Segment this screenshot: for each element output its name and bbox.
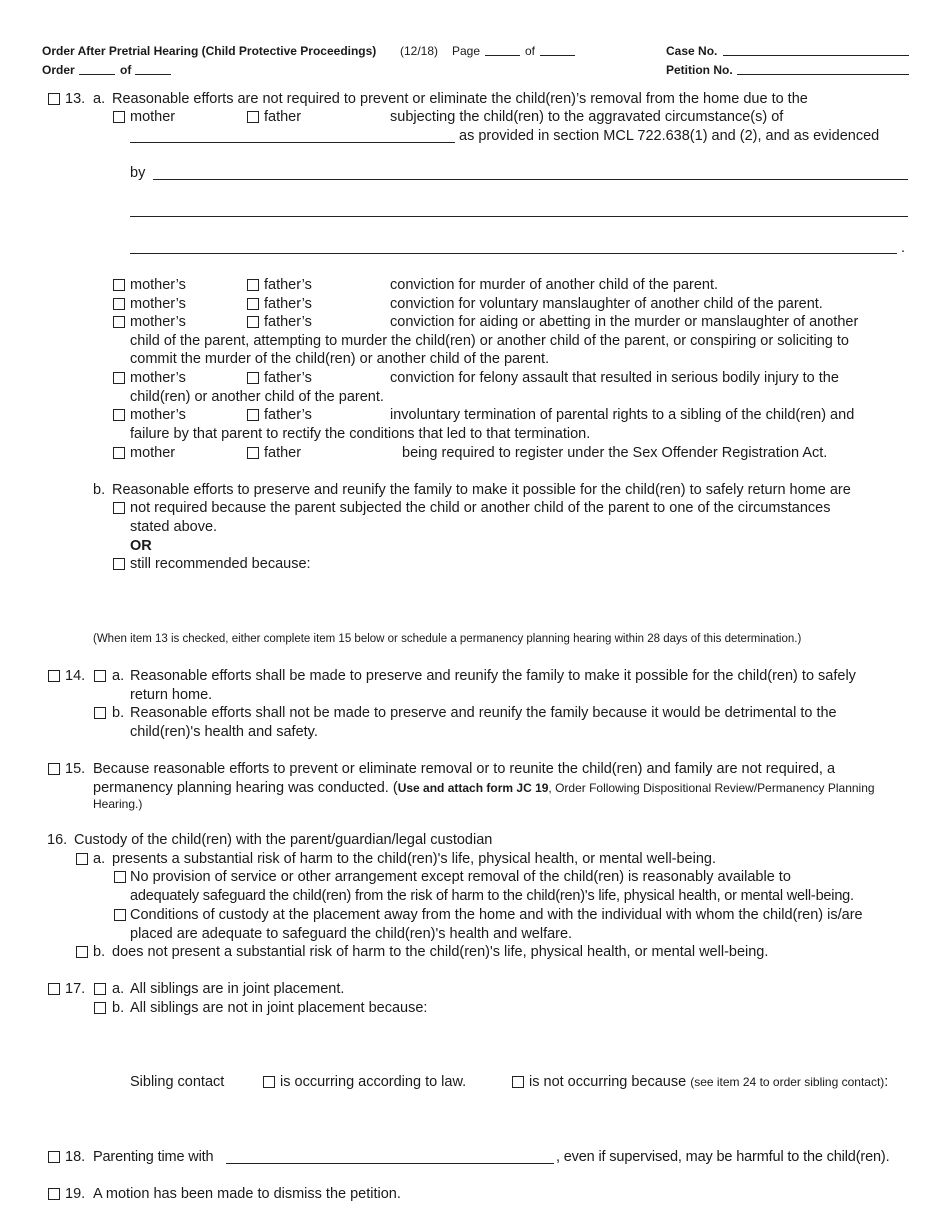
aggravated-circumstance-field[interactable]	[130, 142, 455, 143]
not-occurring-colon: :	[884, 1074, 889, 1090]
aiding-conviction-text-1: conviction for aiding or abetting in the murder or manslaughter of another	[390, 314, 859, 330]
felony-father-checkbox[interactable]	[247, 372, 259, 384]
item13b-label: b.	[93, 482, 106, 498]
termination-father-checkbox[interactable]	[247, 409, 259, 421]
item14b-text-2: child(ren)'s health and safety.	[130, 724, 318, 740]
termination-text-2: failure by that parent to rectify the conditions that led to that termination.	[130, 426, 591, 442]
item14b-text-1: Reasonable efforts shall not be made to preserve and reunify the family because it would be detrimental to the	[130, 705, 837, 721]
item18-checkbox[interactable]	[48, 1151, 60, 1163]
page-of-label: of	[525, 44, 536, 58]
item13a-mother-label: mother	[130, 109, 176, 125]
item16-title: Custody of the child(ren) with the parent/guardian/legal custodian	[74, 832, 493, 848]
register-mother-label: mother	[130, 445, 176, 461]
murder-father-label: father’s	[264, 277, 312, 293]
manslaughter-father-label: father’s	[264, 296, 312, 312]
manslaughter-conviction-text: conviction for voluntary manslaughter of another child of the parent.	[390, 296, 823, 312]
sibling-not-occurring-text	[529, 1074, 888, 1090]
aiding-conviction-text-2: child of the parent, attempting to murder the child(ren) or another child of the parent, or conspiring or soliciting to	[130, 333, 849, 349]
form-revision: (12/18)	[400, 44, 439, 58]
sibling-not-occurring-checkbox[interactable]	[512, 1076, 524, 1088]
termination-text-1: involuntary termination of parental rights to a sibling of the child(ren) and	[390, 407, 855, 423]
not-required-text-1: not required because the parent subjected the child or another child of the parent to one of the circumstances	[130, 500, 831, 516]
or-label: OR	[130, 538, 152, 554]
felony-conviction-text-1: conviction for felony assault that resulted in serious bodily injury to the	[390, 370, 839, 386]
item17b-text: All siblings are not in joint placement because:	[130, 1000, 428, 1016]
item14a-label: a.	[112, 668, 125, 684]
item14-checkbox[interactable]	[48, 670, 60, 682]
form-jc19-name-2: Hearing.)	[93, 797, 143, 811]
item16b-text: does not present a substantial risk of harm to the child(ren)'s life, physical health, or mental well-being.	[112, 944, 769, 960]
item13-checkbox[interactable]	[48, 93, 60, 105]
no-provision-text-2: adequately safeguard the child(ren) from the risk of harm to the child(ren)'s life, physical health, or mental well-being.	[130, 888, 854, 904]
sibling-contact-label: Sibling contact	[130, 1074, 225, 1090]
termination-mother-checkbox[interactable]	[113, 409, 125, 421]
item13a-label: a.	[93, 91, 106, 107]
item18-number: 18.	[65, 1149, 86, 1165]
item16-number: 16.	[47, 832, 68, 848]
item16b-checkbox[interactable]	[76, 946, 88, 958]
item13a-by-label: by	[130, 165, 146, 181]
form-title: Order After Pretrial Hearing (Child Protective Proceedings)	[42, 44, 377, 58]
register-father-label: father	[264, 445, 302, 461]
item17-checkbox[interactable]	[48, 983, 60, 995]
item15-text-1: Because reasonable efforts to prevent or eliminate removal or to reunite the child(ren) and family are not required, a	[93, 761, 836, 777]
not-required-text-2: stated above.	[130, 519, 218, 535]
item14a-checkbox[interactable]	[94, 670, 106, 682]
see-item-24-note: (see item 24 to order sibling contact)	[690, 1075, 885, 1089]
felony-father-label: father’s	[264, 370, 312, 386]
use-attach-instruction: Use and attach form JC 19	[397, 781, 549, 795]
order-label: Order	[42, 63, 75, 77]
item17a-checkbox[interactable]	[94, 983, 106, 995]
page-label: Page	[452, 44, 481, 58]
sibling-occurring-checkbox[interactable]	[263, 1076, 275, 1088]
parenting-time-field[interactable]	[226, 1163, 554, 1164]
item15-text-2	[93, 780, 875, 796]
register-father-checkbox[interactable]	[247, 447, 259, 459]
termination-father-label: father’s	[264, 407, 312, 423]
item19-checkbox[interactable]	[48, 1188, 60, 1200]
item13a-father-checkbox[interactable]	[247, 111, 259, 123]
aiding-mother-label: mother’s	[130, 314, 186, 330]
item17-number: 17.	[65, 981, 86, 997]
petition-no-field[interactable]	[737, 74, 909, 75]
item18-text-2: , even if supervised, may be harmful to the child(ren).	[556, 1149, 890, 1165]
register-text: being required to register under the Sex Offender Registration Act.	[402, 445, 828, 461]
item13a-text: Reasonable efforts are not required to prevent or eliminate the child(ren)’s removal from the home due to the	[112, 91, 808, 107]
conditions-text-1: Conditions of custody at the placement away from the home and with the individual with whom the child(ren) is/are	[130, 907, 863, 923]
aiding-mother-checkbox[interactable]	[113, 316, 125, 328]
felony-conviction-text-2: child(ren) or another child of the parent.	[130, 389, 384, 405]
item16b-label: b.	[93, 944, 106, 960]
no-provision-text-1: No provision of service or other arrangement except removal of the child(ren) is reasonably available to	[130, 869, 791, 885]
item13a-as-provided-text: as provided in section MCL 722.638(1) and (2), and as evidenced	[459, 128, 880, 144]
not-required-checkbox[interactable]	[113, 502, 125, 514]
item17b-checkbox[interactable]	[94, 1002, 106, 1014]
no-provision-checkbox[interactable]	[114, 871, 126, 883]
case-no-label: Case No.	[666, 44, 718, 58]
item16a-label: a.	[93, 851, 106, 867]
item14-number: 14.	[65, 668, 86, 684]
murder-mother-checkbox[interactable]	[113, 279, 125, 291]
register-mother-checkbox[interactable]	[113, 447, 125, 459]
aiding-conviction-text-3: commit the murder of the child(ren) or another child of the parent.	[130, 351, 550, 367]
aiding-father-label: father’s	[264, 314, 312, 330]
sibling-occurring-text: is occurring according to law.	[280, 1074, 467, 1090]
item14a-text-1: Reasonable efforts shall be made to preserve and reunify the family to make it possible for the child(ren) to safely	[130, 668, 856, 684]
not-occurring-main: is not occurring because	[529, 1074, 687, 1090]
item13a-subjecting-text: subjecting the child(ren) to the aggravated circumstance(s) of	[390, 109, 784, 125]
felony-mother-label: mother’s	[130, 370, 186, 386]
termination-mother-label: mother’s	[130, 407, 186, 423]
order-of-label: of	[120, 63, 132, 77]
evidence-period: .	[901, 240, 906, 256]
item18-text-1: Parenting time with	[93, 1149, 214, 1165]
murder-father-checkbox[interactable]	[247, 279, 259, 291]
page-number-field[interactable]	[485, 55, 520, 56]
item17a-text: All siblings are in joint placement.	[130, 981, 345, 997]
item19-text: A motion has been made to dismiss the petition.	[93, 1186, 401, 1202]
item17b-label: b.	[112, 1000, 125, 1016]
manslaughter-mother-checkbox[interactable]	[113, 298, 125, 310]
murder-conviction-text: conviction for murder of another child of the parent.	[390, 277, 719, 293]
manslaughter-mother-label: mother’s	[130, 296, 186, 312]
evidence-field-line-3[interactable]	[130, 253, 897, 254]
murder-mother-label: mother’s	[130, 277, 186, 293]
item16a-checkbox[interactable]	[76, 853, 88, 865]
conditions-text-2: placed are adequate to safeguard the child(ren)'s health and welfare.	[130, 926, 573, 942]
item15-number: 15.	[65, 761, 86, 777]
item14a-text-2: return home.	[130, 687, 213, 703]
item13a-mother-checkbox[interactable]	[113, 111, 125, 123]
case-no-field[interactable]	[723, 55, 909, 56]
conditions-checkbox[interactable]	[114, 909, 126, 921]
manslaughter-father-checkbox[interactable]	[247, 298, 259, 310]
aiding-father-checkbox[interactable]	[247, 316, 259, 328]
page-total-field[interactable]	[540, 55, 575, 56]
felony-mother-checkbox[interactable]	[113, 372, 125, 384]
form-jc19-name-1: , Order Following Dispositional Review/Permanency Planning	[548, 781, 875, 795]
item14b-checkbox[interactable]	[94, 707, 106, 719]
still-recommended-text: still recommended because:	[130, 556, 311, 572]
order-number-field[interactable]	[79, 74, 115, 75]
item16a-text: presents a substantial risk of harm to the child(ren)'s life, physical health, or mental well-being.	[112, 851, 716, 867]
item15-text-2-main: permanency planning hearing was conducted. (	[93, 780, 398, 796]
evidence-field-line-2[interactable]	[130, 216, 908, 217]
item13a-father-label: father	[264, 109, 302, 125]
still-recommended-checkbox[interactable]	[113, 558, 125, 570]
item17a-label: a.	[112, 981, 125, 997]
order-total-field[interactable]	[135, 74, 171, 75]
petition-no-label: Petition No.	[666, 63, 733, 77]
evidence-field-line-1[interactable]	[153, 179, 908, 180]
item13b-text: Reasonable efforts to preserve and reunify the family to make it possible for the child(ren) to safely return home are	[112, 482, 851, 498]
item13-note: (When item 13 is checked, either complete item 15 below or schedule a permanency planning hearing within 28 days of this determination.)	[93, 633, 802, 645]
item14b-label: b.	[112, 705, 125, 721]
item13-number: 13.	[65, 91, 86, 107]
item15-checkbox[interactable]	[48, 763, 60, 775]
item19-number: 19.	[65, 1186, 86, 1202]
